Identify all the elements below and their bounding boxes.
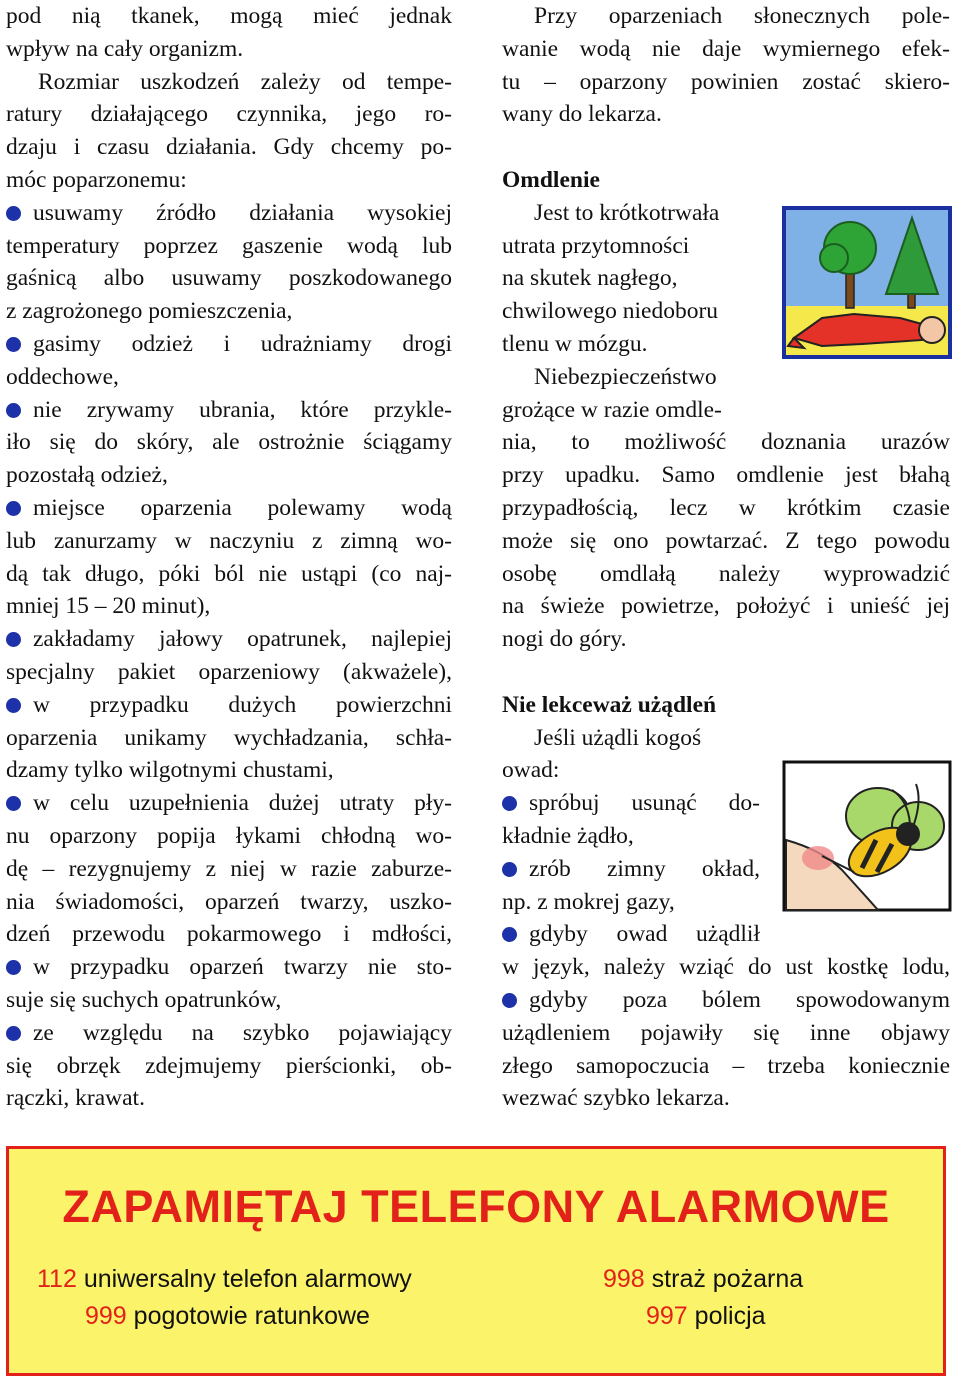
emergency-number-label: pogotowie ratunkowe [133,1302,370,1330]
emergency-number: 999 [85,1302,127,1330]
emergency-number-label: policja [694,1302,766,1330]
text-line [502,0,950,33]
text-line [502,1082,950,1115]
text-line [6,197,452,230]
insect-sting-illustration [782,760,952,912]
emergency-number-item [85,1302,370,1331]
text-line [6,754,452,787]
bullet-icon [6,698,21,713]
text-line [6,886,452,919]
text-line [6,1082,452,1115]
bullet-icon [6,403,21,418]
text-line [6,33,452,66]
line-text: Jeśli użądli kogoś [534,724,702,751]
emergency-number-label: uniwersalny telefon alarmowy [83,1265,412,1293]
line-text: gdyby owad użądlił [529,921,760,948]
text-line [502,66,950,99]
line-text: przy upadku. Samo omdlenie jest błahą [502,462,950,489]
line-text: usuwamy źródło działania wysokiej [33,199,452,226]
line-text: tlenu w mózgu. [502,330,648,357]
text-line [6,328,452,361]
emergency-box-title: ZAPAMIĘTAJ TELEFONY ALARMOWE [62,1181,890,1232]
text-line [502,33,950,66]
section-heading-fainting: Omdlenie [502,166,600,193]
text-line [502,918,760,951]
bullet-icon [502,862,517,877]
text-line [6,787,452,820]
bullet-icon [6,206,21,221]
line-text: wpływ na cały organizm. [6,35,244,62]
bullet-icon [6,1026,21,1041]
line-text: w celu uzupełnienia dużej utraty pły- [33,790,452,817]
line-text: wezwać szybko lekarza. [502,1085,730,1112]
line-text: użądleniem pojawiły się inne objawy [502,1019,950,1046]
line-text: Niebezpieczeństwo [534,363,717,390]
line-text: lub zanurzamy w naczyniu z zimną wo- [6,527,452,554]
bullet-icon [502,796,517,811]
text-line [6,295,452,328]
line-text: dą tak długo, póki ból nie ustąpi (co naj- [6,560,452,587]
right-column [502,0,950,1115]
text-line [6,590,452,623]
text-line [502,951,950,984]
line-text: np. z mokrej gazy, [502,888,675,915]
line-text: miejsce oparzenia polewamy wodą [33,494,452,521]
text-line [6,722,452,755]
line-text: iło się do skóry, ale ostrożnie ściągamy [6,429,452,456]
text-line [502,394,764,427]
bullet-icon [6,960,21,975]
text-line [502,558,950,591]
text-line [6,984,452,1017]
text-line [6,1017,452,1050]
emergency-number-item [37,1265,412,1294]
text-line [6,689,452,722]
bullet-icon [6,501,21,516]
line-text: w przypadku dużych powierzchni [33,691,452,718]
line-text: nia, to możliwość doznania urazów [502,429,950,456]
line-text: dzamy tylko wilgotnymi chustami, [6,757,334,784]
text-line [6,623,452,656]
line-text: nia świadomości, oparzeń twarzy, uszko- [6,888,452,915]
text-line [502,1017,950,1050]
text-line [6,230,452,263]
text-line [6,492,452,525]
text-line [6,918,452,951]
line-text: temperatury poprzez gaszenie wodą lub [6,232,452,259]
line-text: nu oparzony popija łykami chłodną wo- [6,822,452,849]
text-line [502,590,950,623]
line-text: grożące w razie omdle- [502,396,722,423]
line-text: tu – oparzony powinien zostać skiero- [502,68,950,95]
line-text: oddechowe, [6,363,119,390]
line-text: kładnie żądło, [502,822,634,849]
line-text: owad: [502,757,560,784]
line-text: dzaju i czasu działania. Gdy chcemy po- [6,134,452,161]
text-line [502,787,760,820]
line-text: wany do lekarza. [502,101,662,128]
line-text: utrata przytomności [502,232,690,259]
line-text: Jest to krótkotrwała [534,199,720,226]
text-line [6,0,452,33]
emergency-number: 112 [37,1265,77,1293]
text-line [502,230,764,263]
emergency-number-item [603,1265,803,1294]
bullet-icon [6,796,21,811]
line-text: na świeże powietrze, położyć i unieść jej [502,593,950,620]
line-text: osobę omdlałą należy wyprowadzić [502,560,950,587]
text-line [502,492,950,525]
line-text: może się ono powtarzać. Z tego powodu [502,527,950,554]
line-text: zakładamy jałowy opatrunek, najlepiej [33,626,452,653]
line-text: się obrzęk zdejmujemy pierścionki, ob- [6,1052,452,1079]
text-line [502,820,760,853]
text-line [6,98,452,131]
line-text: Rozmiar uszkodzeń zależy od tempe- [38,68,452,95]
text-line [6,1050,452,1083]
line-text: spróbuj usunąć do- [529,790,760,817]
text-line [6,656,452,689]
emergency-number-label: straż pożarna [651,1265,804,1293]
line-text: dzeń przewodu pokarmowego i mdłości, [6,921,452,948]
text-line [502,295,764,328]
line-text: nie zrywamy ubrania, które przykle- [33,396,452,423]
text-line [6,131,452,164]
line-text: zrób zimny okład, [529,855,760,882]
text-line [502,722,792,755]
line-text: pozostałą odzież, [6,462,168,489]
text-line [502,197,796,230]
text-line [6,361,452,394]
line-text: w język, należy wziąć do ust kostkę lodu, [502,954,950,981]
text-line [502,262,764,295]
section-heading-stings: Nie lekceważ użądleń [502,691,717,718]
line-text: suje się suchych opatrunków, [6,986,282,1013]
emergency-number-item [646,1302,766,1331]
line-text: mniej 15 – 20 minut), [6,593,211,620]
line-text: dę – rezygnujemy z niej w razie zaburze- [6,855,452,882]
line-text: móc poparzonemu: [6,166,187,193]
bullet-icon [6,632,21,647]
line-text: gasimy odzież i udrażniamy drogi [33,330,452,357]
line-text: nogi do góry. [502,626,627,653]
line-text: gdyby poza bólem spowodowanym [529,986,950,1013]
line-text: w przypadku oparzeń twarzy nie sto- [33,954,452,981]
line-text: przypadłością, lecz w krótkim czasie [502,494,950,521]
text-line [6,951,452,984]
text-line [6,558,452,591]
line-text: rączki, krawat. [6,1085,145,1112]
text-line [502,1050,950,1083]
text-line [6,164,452,197]
line-text: na skutek nagłego, [502,265,678,292]
emergency-number: 998 [603,1265,645,1293]
line-text: Przy oparzeniach słonecznych pole- [534,3,950,29]
text-line [6,459,452,492]
text-line [502,525,950,558]
text-line [502,754,760,787]
text-line [502,853,760,886]
bullet-icon [502,993,517,1008]
text-line [6,262,452,295]
line-text: gaśnicą albo usuwamy poszkodowanego [6,265,452,292]
text-line [502,328,764,361]
text-line [6,853,452,886]
text-line [6,820,452,853]
bullet-icon [6,337,21,352]
line-text: ze względu na szybko pojawiający [33,1019,452,1046]
line-text: oparzenia unikamy wychładzania, schła- [6,724,452,751]
line-text: ratury działającego czynnika, jego ro- [6,101,452,128]
emergency-numbers-box [6,1146,946,1376]
bullet-icon [502,927,517,942]
text-line [6,66,452,99]
text-line [502,459,950,492]
text-line [502,361,796,394]
line-text: z zagrożonego pomieszczenia, [6,298,293,325]
line-text: specjalny pakiet oparzeniowy (akważele), [6,658,452,685]
text-line [502,426,950,459]
line-text: złego samopoczucia – trzeba koniecznie [502,1052,950,1079]
line-text: chwilowego niedoboru [502,298,719,325]
left-column [6,0,452,1115]
text-line [502,98,950,131]
text-line [502,886,760,919]
text-line [502,623,950,656]
line-text: wanie wodą nie daje wymiernego efek- [502,35,950,62]
emergency-number: 997 [646,1302,688,1330]
line-text: pod nią tkanek, mogą mieć jednak [6,3,452,29]
fainting-person-illustration [782,206,952,359]
text-line [502,984,950,1017]
text-line [6,394,452,427]
text-line [6,525,452,558]
text-line [6,426,452,459]
